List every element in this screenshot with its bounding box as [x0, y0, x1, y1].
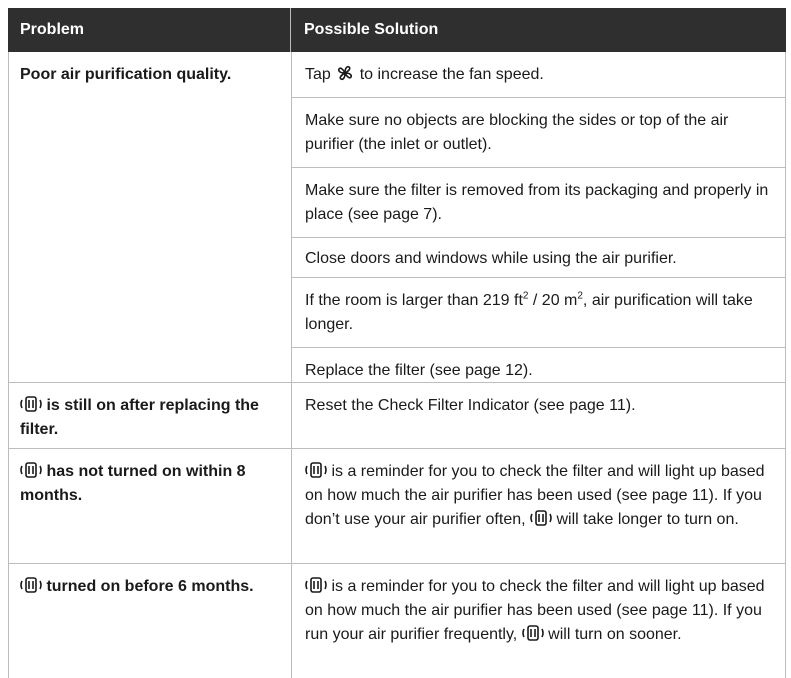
check-filter-icon: [522, 624, 544, 642]
solutions-cell: [292, 52, 785, 382]
solution-item: [292, 52, 785, 98]
solution-item: Close doors and windows while using the air purifier.: [292, 238, 785, 278]
problem-cell: [9, 564, 292, 678]
solution-item: Make sure the filter is removed from its packaging and properly in place (see page 7).: [292, 168, 785, 238]
solution-item: [292, 278, 785, 348]
solution-text: is a reminder for you to check the filter and will light up based on how much the air purifier has been used (see page 11). If you don’t use your air purifier often,: [305, 463, 765, 528]
solution-text: to increase the fan speed.: [359, 66, 544, 83]
check-filter-icon: [530, 509, 552, 527]
problem-cell: [9, 449, 292, 563]
solutions-cell: [292, 449, 785, 563]
header-solution: Possible Solution: [304, 21, 439, 38]
problem-text: is still on after replacing the filter.: [20, 397, 259, 438]
solution-text: If the room is larger than 219 ft: [305, 292, 523, 309]
table-row: [8, 52, 786, 383]
check-filter-icon: [20, 576, 42, 594]
check-filter-icon: [20, 461, 42, 479]
solution-text: will take longer to turn on.: [556, 511, 739, 528]
check-filter-icon: [20, 395, 42, 413]
solution-text: will turn on sooner.: [548, 626, 682, 643]
superscript: 2: [577, 290, 583, 302]
solution-item: Replace the filter (see page 12).: [305, 362, 533, 379]
superscript: 2: [522, 290, 529, 302]
table-row: [8, 383, 786, 449]
header-problem: Problem: [8, 8, 291, 52]
check-filter-icon: [305, 576, 327, 594]
solutions-cell: [292, 383, 785, 448]
solution-item: Reset the Check Filter Indicator (see page 11).: [305, 397, 636, 414]
solution-item: Make sure no objects are blocking the sides or top of the air purifier (the inlet or outlet).: [292, 98, 785, 168]
solution-item: [292, 449, 785, 542]
troubleshooting-table: [8, 8, 786, 678]
table-row: [8, 564, 786, 678]
problem-text: has not turned on within 8 months.: [20, 463, 246, 504]
solution-text: , air purification will take longer.: [305, 292, 753, 333]
solution-item: [292, 564, 785, 657]
problem-text: turned on before 6 months.: [46, 578, 254, 595]
solution-text: is a reminder for you to check the filter and will light up based on how much the air purifier has been used (see page 11). If you run your air purifier frequently,: [305, 578, 765, 643]
solution-text: Tap: [305, 66, 331, 83]
problem-cell: Poor air purification quality.: [9, 52, 292, 382]
solution-text: / 20 m: [528, 292, 578, 309]
solutions-cell: [292, 564, 785, 678]
check-filter-icon: [305, 461, 327, 479]
table-header: [8, 8, 786, 52]
table-row: [8, 449, 786, 564]
problem-cell: [9, 383, 292, 448]
fan-icon: [335, 64, 355, 82]
